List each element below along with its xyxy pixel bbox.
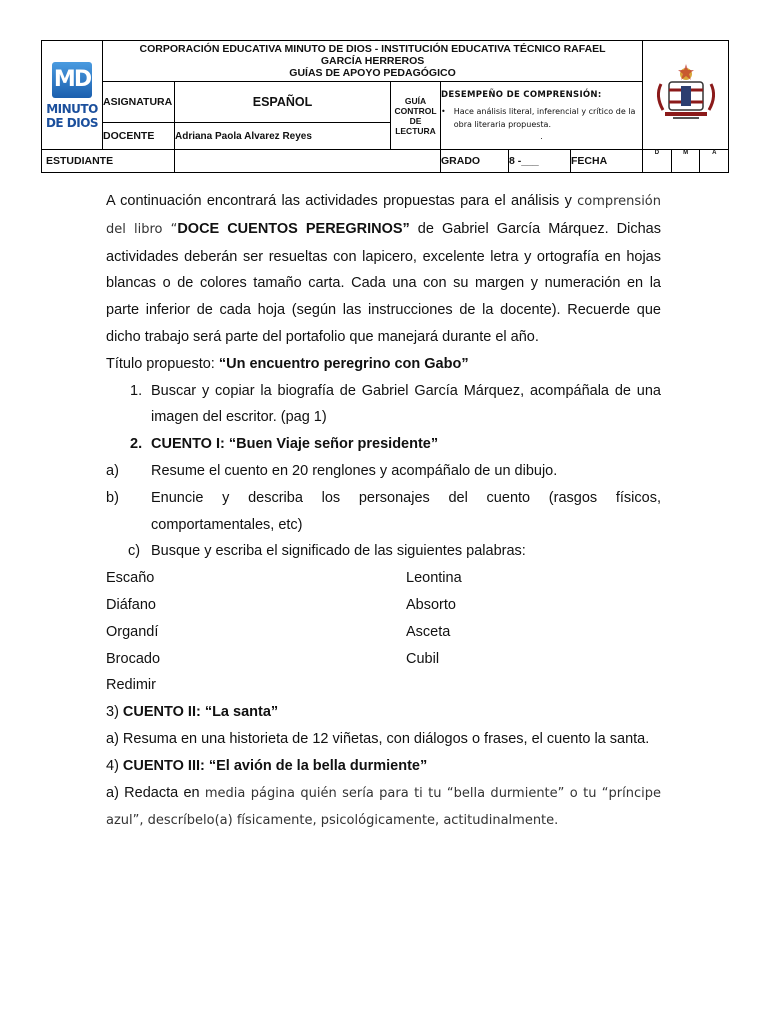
word: Absorto (406, 596, 456, 613)
seal-cell (643, 41, 729, 150)
header-table (41, 40, 728, 173)
list-item-1: 1. Buscar y copiar la biografía de Gabriel García Márquez, acompáñala de una imagen del escritor. (pag 1) (130, 382, 661, 426)
vocabulary-right (406, 565, 661, 699)
word: Organdí (106, 623, 159, 640)
fecha-month[interactable]: M (672, 150, 701, 172)
list-item-2b: b) Enuncie y describa los personajes del cuento (rasgos físicos, comportamentales, etc) (106, 489, 661, 533)
word: Diáfano (106, 596, 156, 613)
word: Cubil (406, 650, 440, 667)
word: Leontina (406, 570, 462, 587)
document-body (106, 188, 661, 835)
list-item-2c: c) Busque y escriba el significado de las siguientes palabras: (128, 543, 526, 560)
list-item-4: 4) CUENTO III: “El avión de la bella durmiente” (106, 757, 428, 774)
list-item-2a: a) Resume el cuento en 20 renglones y acompáñalo de un dibujo. (106, 462, 558, 479)
minuto-de-dios-logo: MD MINUTO DE DIOS (44, 56, 100, 134)
list-item-2: 2. CUENTO I: “Buen Viaje señor presidente” (130, 436, 439, 453)
fecha-field[interactable] (643, 150, 729, 173)
vocabulary-list (106, 565, 661, 699)
list-item-3: 3) CUENTO II: “La santa” (106, 704, 279, 721)
word: Brocado (106, 650, 161, 667)
intro-paragraph: A continuación encontrará las actividades propuestas para el análisis y comprensión del libro “DOCE CUENTOS PEREGRINOS” de Gabriel García Márquez. Dichas actividades deberán ser resueltas con lapicero, excelente letra y ortografía en hojas blancas o de colores tamaño carta. Cada una con su margen y numeración en la parte inferior de cada hoja (según las instrucciones de la docente). Recuerde que dicho trabajo será parte del portafolio que manejará durante el año. (106, 193, 661, 345)
asignatura-label: ASIGNATURA (103, 82, 175, 123)
grado-label: GRADO (441, 150, 509, 173)
fecha-year[interactable]: A (712, 150, 717, 156)
word: Asceta (406, 623, 451, 640)
word: Redimir (106, 677, 156, 694)
institution-title: CORPORACIÓN EDUCATIVA MINUTO DE DIOS - INSTITUCIÓN EDUCATIVA TÉCNICO RAFAEL GARCÍA HERREROS GUÍAS DE APOYO PEDAGÓGICO (103, 41, 643, 82)
fecha-day[interactable]: D (643, 150, 672, 172)
school-seal-icon (651, 60, 721, 130)
docente-label: DOCENTE (103, 123, 175, 150)
estudiante-field[interactable] (175, 150, 441, 173)
logo-cell (42, 41, 103, 150)
md-logo-icon: MD (52, 62, 92, 98)
asignatura-value: ESPAÑOL (175, 82, 391, 123)
list-item-3a: a) Resuma en una historieta de 12 viñetas, con diálogos o frases, el cuento la santa. (106, 730, 650, 747)
grado-field[interactable]: 8 -___ (509, 150, 571, 173)
vocabulary-left (106, 565, 406, 699)
fecha-label: FECHA (571, 150, 643, 173)
docente-value: Adriana Paola Alvarez Reyes (175, 123, 391, 150)
list-item-4a: a) Redacta en media página quién sería para ti tu “bella durmiente” o tu “príncipe azul”, descríbelo(a) físicamente, psicológicamente, actitudinalmente. (106, 784, 661, 829)
desempeno-box: DESEMPEÑO DE COMPRENSIÓN: • Hace análisis literal, inferencial y crítico de la obra literaria propuesta. . (441, 82, 643, 150)
guia-control-lectura: GUÍA CONTROL DE LECTURA (391, 82, 441, 150)
word: Escaño (106, 570, 155, 587)
proposed-title: Título propuesto: “Un encuentro peregrino con Gabo” (106, 355, 469, 372)
estudiante-label: ESTUDIANTE (42, 150, 175, 173)
